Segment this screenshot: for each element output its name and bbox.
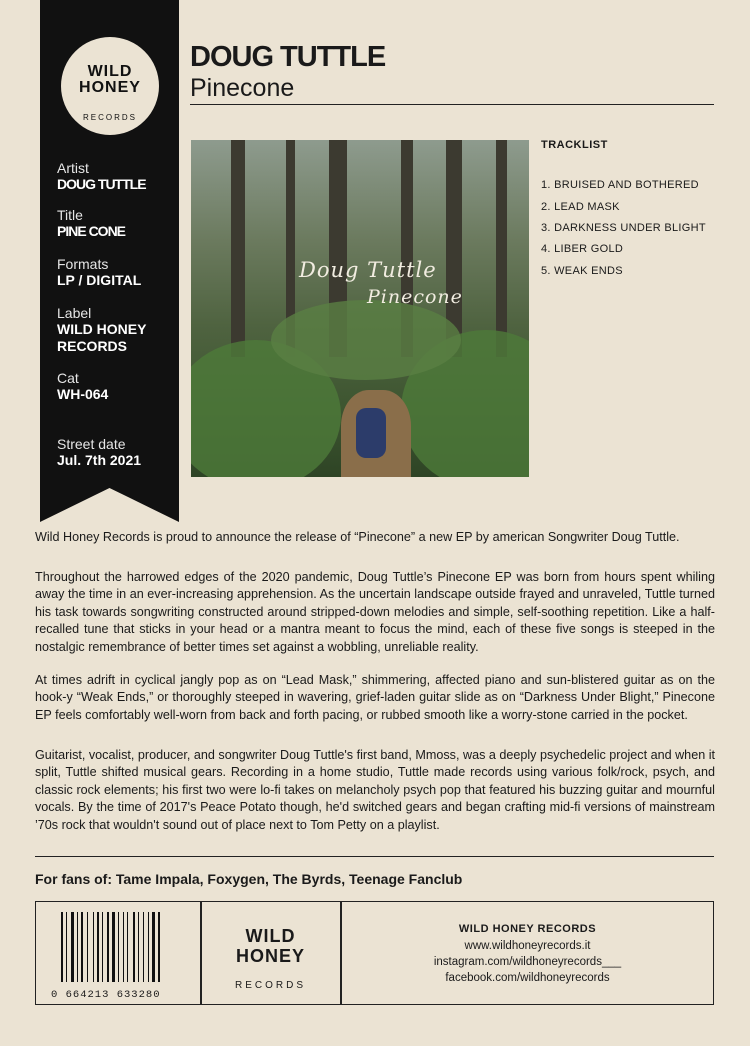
company-name: WILD HONEY RECORDS [458,923,597,935]
barcode-graphic [61,912,176,986]
meta-value: PINE CONE [57,223,126,239]
release-title: Pinecone [190,74,295,102]
barcode-number: 0 664213 633280 [51,989,161,1001]
tracklist-heading: TRACKLIST [541,139,608,151]
meta-label: Artist [57,160,89,176]
website-link[interactable]: www.wildhoneyrecords.it [464,940,591,952]
meta-cat [57,370,108,403]
lying-figure [356,408,386,458]
track-item: 5. WEAK ENDS [541,265,623,277]
meta-value: DOUG TUTTLE [57,176,146,192]
track-item: 1. BRUISED AND BOTHERED [541,179,699,191]
fans-divider [35,856,714,857]
meta-value: WILD HONEY RECORDS [57,321,147,354]
wild-honey-logo: WILD HONEY RECORDS [61,37,159,135]
footer-logo: WILD HONEY RECORDS [234,926,306,991]
meta-label: Label [57,305,92,321]
meta-label: Street date [57,436,126,452]
meta-formats [57,256,141,289]
facebook-link[interactable]: facebook.com/wildhoneyrecords [445,972,610,984]
intro-paragraph: Wild Honey Records is proud to announce the release of “Pinecone” a new EP by american Songwriter Doug Tuttle. [35,530,680,544]
meta-value: LP / DIGITAL [57,272,142,288]
contact-info [342,920,713,986]
album-cover [191,140,529,477]
meta-label: Cat [57,370,79,386]
instagram-link[interactable]: instagram.com/wildhoneyrecords___ [433,956,622,968]
cover-artist-text: Doug Tuttle [299,258,437,282]
meta-value: Jul. 7th 2021 [57,452,142,468]
artist-heading: DOUG TUTTLE [190,41,386,73]
footer-box [35,901,714,1005]
body-paragraph: At times adrift in cyclical jangly pop as on “Lead Mask,” shimmering, affected piano and sun-blistered guitar as on the hook-y “Weak Ends,” or thoroughly steeped in wavering, grief-laden guitar slide as on “Darkness Under Blight,” Pinecone EP feels comfortably well-worn from back and forth pacing, or rubbed smooth like a worry-stone carried in the pocket. [35,673,715,722]
track-item: 3. DARKNESS UNDER BLIGHT [541,222,706,234]
meta-street-date [57,436,141,469]
meta-label: Title [57,207,83,223]
cover-title-text: Pinecone [367,286,463,308]
body-paragraph: Throughout the harrowed edges of the 2020 pandemic, Doug Tuttle’s Pinecone EP was born from hours spent whiling away the time in an ever-increasing apprehension. As the uncertain landscape outside frayed and unraveled, Tuttle turned his task towards songwriting constructed around stripped-down melodies and simple, self-soothing repetition. Like a half-recalled tune that sticks in your head or a mantra meant to focus the mind, each of these five songs is steeped in the nostalgic remembrance of better times set against a wobbling, unreliable reality. [35,570,715,654]
fans-line: For fans of: Tame Impala, Foxygen, The Byrds, Teenage Fanclub [35,871,463,887]
body-paragraph: Guitarist, vocalist, producer, and songwriter Doug Tuttle's first band, Mmoss, was a deeply psychedelic project and when it split, Tuttle shifted musical gears. Recording in a home studio, Tuttle made records using various folk/rock, psych, and classic rock elements; his first two were lo-fi takes on melancholy psych pop that featured his buzzing guitar and mournful vocals. By the time of 2017's Peace Potato though, he'd switched gears and began crafting mid-fi versions of mainstream ’70s rock that wouldn't sound out of place next to Tom Petty on a playlist. [35,748,715,832]
meta-value: WH-064 [57,386,109,402]
meta-artist [57,160,146,193]
track-item: 2. LEAD MASK [541,201,620,213]
meta-label-name [57,305,167,355]
meta-title [57,207,125,240]
meta-label: Formats [57,256,109,272]
track-item: 4. LIBER GOLD [541,243,624,255]
header-divider [190,104,714,105]
